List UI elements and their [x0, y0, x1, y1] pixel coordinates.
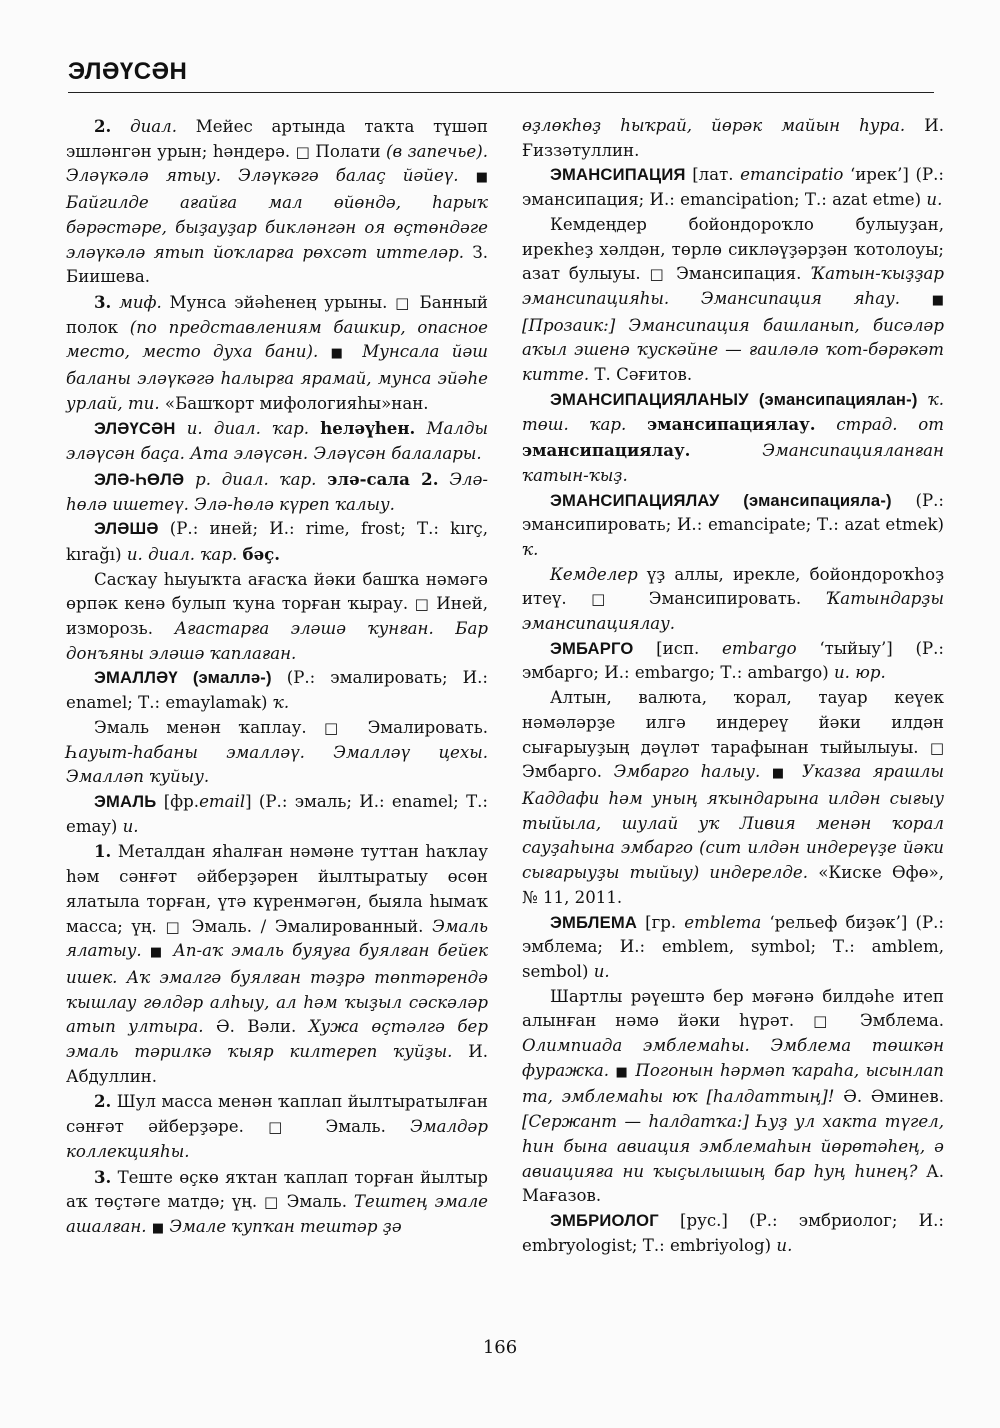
citation-source: Ә. Әминев.	[843, 1087, 944, 1107]
headword: ЭЛӘҮСӘН	[94, 419, 176, 439]
citation: Хужа өҫтәлгә бер эмаль тәрилкә ҡыяр килтереп ҡуйҙы.	[66, 1017, 488, 1062]
grammar-label: и. юр.	[834, 663, 886, 683]
headword-stem: (эмансипациялан-)	[758, 389, 918, 409]
russian-equivalent-marker: □	[929, 738, 944, 757]
equivalents: (Р.: эмансипация; И.: emancipation; Т.: azat etme)	[522, 165, 944, 210]
russian-note: (в запечье).	[386, 141, 488, 161]
citation-marker: ■	[475, 170, 488, 186]
headword: ЭМАЛЬ	[94, 791, 157, 811]
citation-source: И. Абдуллин.	[66, 1042, 488, 1086]
headword: ЭМАНСИПАЦИЯЛАНЫУ	[550, 389, 749, 409]
cross-reference: бәҫ.	[242, 543, 281, 564]
headword: ЭМАНСИПАЦИЯЛАУ	[550, 490, 720, 510]
grammar-label: и.	[776, 1235, 793, 1255]
example: Ҡатындарҙы эмансипациялау.	[522, 589, 944, 634]
sense-2-paragraph	[66, 114, 488, 290]
russian-equivalent: Полати	[315, 141, 381, 161]
entry-emblema-definition	[522, 985, 944, 1209]
russian-equivalent: Иней, изморозь.	[66, 594, 488, 639]
russian-equivalent-marker: □	[324, 718, 351, 737]
russian-equivalent: Эмаль.	[325, 1117, 386, 1137]
grammar-label: р. диал. ҡар.	[195, 469, 317, 489]
headword: ЭЛӘ-ҺӨЛӘ	[94, 469, 185, 489]
example: Эмансипацияланған ҡатын-ҡыҙ.	[522, 441, 944, 485]
citation-marker: ■	[931, 292, 944, 308]
example: Олимпиада эмблемаһы. Эмблема төшкән фуражка.	[522, 1036, 944, 1080]
headword-stem: (эмансипациялa-)	[743, 490, 892, 510]
example: Эләүкәлә ятыу. Эләүкәгә балаҫ йәйеү.	[66, 166, 459, 186]
headword: ЭМАНСИПАЦИЯ	[550, 165, 686, 185]
etymon: emancipatio	[740, 165, 844, 185]
russian-equivalent: Эмбарго.	[522, 762, 603, 782]
headword: ЭМАЛЛӘҮ	[94, 668, 178, 688]
etymon: email	[199, 791, 246, 811]
object-label: Кемделер	[550, 564, 638, 584]
right-column	[522, 114, 944, 1258]
entry-emallau	[66, 666, 488, 715]
citation: Байгилде ағайға мал өйөндә, һарыҡ бәрәстәре, быҙауҙар бикләнгән оя өҫтөндәге эләүкәлә ятып йоҡларға рөхсәт иттеләр.	[66, 193, 488, 262]
definition: Шул масса менән ҡаплап йылтыратылған сәнғәт әйберҙәре.	[66, 1092, 488, 1137]
example: Эмалдәр коллекцияһы.	[66, 1117, 488, 1161]
entry-emancipatsiyalau-definition	[522, 563, 944, 637]
usage-label: миф.	[119, 292, 162, 312]
equivalents: (Р.: эмбриолог; И.: embryologist; Т.: embriyolog)	[522, 1210, 944, 1255]
entry-emal	[66, 790, 488, 839]
russian-equivalent: Эмансипировать.	[648, 589, 802, 609]
russian-equivalent-marker: □	[295, 142, 310, 161]
equivalents: (Р.: эмблема; И.: emblem, symbol; Т.: amblem, sembol)	[522, 912, 944, 981]
russian-note: (по представлениям башкир, опасное место, место духа бани).	[66, 317, 488, 362]
russian-equivalent-marker: □	[268, 1118, 302, 1137]
citation: Мунсала йәш баланы эләүкәгә һалырға ярамай, мунса эйәһе урлай, ти.	[66, 342, 488, 413]
left-column	[66, 114, 488, 1242]
citation-source: Т. Сәғитов.	[594, 365, 693, 385]
grammar-label: үң.	[131, 916, 157, 936]
russian-equivalent: Эмалировать.	[367, 717, 489, 737]
example: Ҡатын-ҡыҙҙар эмансипацияһы. Эмансипация яһау.	[522, 264, 945, 308]
citation-marker: ■	[151, 1220, 165, 1236]
citation-continuation	[522, 114, 944, 163]
russian-equivalent: Эмблема.	[859, 1011, 945, 1031]
sense-number: 2.	[94, 116, 112, 136]
russian-equivalent-marker: □	[264, 1193, 280, 1212]
grammar-label: ҡ. төш. ҡар.	[522, 389, 945, 435]
equivalents: (Р.: эмбарго; И.: embargo; Т.: ambargo)	[522, 638, 944, 683]
example: Һауыт-һабаны эмалләү. Эмалләү цехы. Эмалләп ҡуйыу.	[66, 742, 488, 787]
definition: Сасҡау һыуыҡта ағасҡа йәки башҡа нәмәгә өрпәк кенә булып ҡуна торған ҡырау.	[66, 569, 488, 614]
definition: Кемдеңдер бойондороҡло булыуҙан, ирекһеҙ хәлдән, төрлө сикләүҙәрҙән ҡотолоуы; азат булыуы.	[522, 214, 944, 284]
citation-source: З. Биишева.	[66, 242, 488, 287]
russian-note: страд. от	[836, 415, 945, 435]
russian-equivalent-marker: □	[813, 1012, 841, 1031]
grammar-label: үң.	[231, 1192, 258, 1212]
russian-equivalent-marker: □	[591, 590, 625, 609]
sense-number: 2.	[94, 1091, 112, 1112]
etymology-close: ]	[245, 791, 252, 811]
citation: [Прозаик:] Эмансипация башланып, бисәләр аҡыл эшенә ҡускәйне — ғаиләлә ҡот-бәрәкәт китте.	[522, 315, 944, 385]
etymon: emblema	[684, 912, 762, 932]
entry-ela-hola	[66, 467, 488, 517]
cross-reference: эмансипациялау.	[522, 440, 691, 461]
grammar-label: и.	[926, 190, 943, 210]
entry-embriolog	[522, 1209, 944, 1258]
citation-marker: ■	[149, 945, 166, 961]
headword: ЭЛӘШӘ	[94, 519, 159, 539]
page-number: 166	[482, 1337, 518, 1358]
headword: ЭМБЛЕМА	[550, 912, 638, 932]
definition: Мунса эйәһенең урыны.	[169, 292, 388, 312]
sense-number: 3.	[94, 1166, 112, 1187]
citation-marker: ■	[330, 346, 350, 362]
equivalents: (Р.: эмалировать; И.: enamel; Т.: emaylamak)	[66, 668, 488, 713]
entry-embargo-definition	[522, 686, 944, 910]
etymology: [рус.]	[680, 1210, 728, 1230]
definition: Металдан яһалған нәмәне туттан һаҡлау һәм сәнғәт әйберҙәрен йылтыратыу өсөн ялатыла торған, үтә күренмәгән, быяла һымаҡ масса;	[66, 842, 488, 936]
etymology: [лат.	[692, 165, 734, 185]
citation-source: «Башҡорт мифологияһы»нан.	[164, 393, 429, 413]
russian-equivalent-marker: □	[414, 595, 430, 614]
citation-source: «Киске Өфө», № 11, 2011.	[522, 863, 945, 907]
example: Ағастарға эләшә ҡунған. Бар донъяны эләшә ҡаплаған.	[66, 619, 489, 663]
grammar-label: и. диал. ҡар.	[126, 544, 238, 564]
definition: Мейес артында таҡта түшәп эшләнгән урын; һәндерә.	[66, 117, 488, 161]
citation-marker: ■	[615, 1064, 629, 1080]
russian-equivalent: Банный полок	[66, 292, 488, 337]
citation: Указға ярашлы Каддафи һәм уның яҡындарына илдән сығыу тыйыла, шулай уҡ Ливия менән ҡорал сауҙаһына эмбарго (сит илдән индереүҙе йәки сығарыуҙы тыйыу) индерелде.	[522, 762, 944, 883]
russian-equivalent: Эмансипация.	[676, 264, 802, 284]
definition: Шартлы рәүештә бер мәғәнә билдәһе итеп алынған нәмә йәки һүрәт.	[522, 986, 944, 1031]
header-rule	[68, 92, 934, 93]
etymon: embargo	[722, 638, 797, 658]
citation: [Сержант — һалдатҡа:] Һуҙ ул хакта түгел, һин бына авиация эмблемаһын йөрөтәһең, ә авиацияға ни ҡыҫылышың бар һуң һинең?	[522, 1112, 944, 1181]
entry-emancipatsiya	[522, 163, 944, 212]
entry-elasha-definition	[66, 568, 488, 667]
russian-equivalent-marker: □	[395, 293, 412, 312]
entry-emancipatsiyalanyu	[522, 388, 944, 489]
citation: өҙлөкһөҙ һыҡрай, йөрәк майын һура.	[522, 116, 906, 135]
citation-source: А. Мағазов.	[522, 1161, 944, 1206]
etymon-gloss: ‘тыйыу’]	[819, 638, 893, 658]
entry-elausan	[66, 416, 488, 466]
russian-equivalent-marker: □	[649, 265, 668, 284]
etymology: [фр.	[163, 791, 200, 811]
cross-reference: эмансипациялау.	[647, 414, 816, 435]
headword: ЭМБРИОЛОГ	[550, 1210, 659, 1230]
sense-3-paragraph	[66, 290, 488, 417]
usage-label: диал.	[130, 117, 178, 136]
entry-emal-sense-1	[66, 839, 488, 1089]
example: Элә-һөлә ишетеү. Элә-һөлә күреп ҡалыу.	[66, 469, 489, 514]
russian-equivalent: Эмаль.	[286, 1192, 347, 1212]
example: Малды эләүсән баҫа. Ата эләүсән. Эләүсән балалары.	[66, 419, 489, 464]
example: Эмбарго һалыу.	[613, 762, 761, 782]
citation-source: Ә. Вәли.	[216, 1017, 297, 1037]
definition: Алтын, валюта, ҡорал, тауар кеүек нәмәләрҙе илгә индереү йәки илдән сығарыуҙың дәүләт тарафынан тыйылыуы.	[522, 688, 944, 757]
etymon-gloss: ‘рельеф биҙәк’]	[769, 912, 908, 932]
citation: Ап-аҡ эмаль буяуға буялған бейек ишек. Аҡ эмалгә буялған тәҙрә төптәрендә ҡышлау гөлдәр алһыу, ал һәм ҡыҙыл сәскәләр атып ултыра.	[66, 941, 489, 1037]
entry-emallau-definition	[66, 716, 488, 790]
entry-emal-sense-2	[66, 1089, 488, 1164]
headword-stem: (эмаллә-)	[192, 668, 272, 688]
example: Тештең эмале ашалған.	[66, 1192, 488, 1236]
grammar-label: ҡ.	[522, 539, 539, 559]
definition: Теште өҫкө яҡтан ҡаплап торған йылтыр аҡ төҫтәге матдә;	[66, 1167, 489, 1212]
definition: Эмаль менән ҡаплау.	[94, 717, 307, 737]
definition: үҙ аллы, ирекле, бойондороҡһоҙ итеү.	[522, 564, 944, 609]
etymon-gloss: ‘ирек’]	[849, 165, 909, 185]
russian-equivalent: Эмаль. / Эмалированный.	[191, 916, 424, 936]
entry-embargo	[522, 637, 944, 686]
citation-source: И. Ғиззәтуллин.	[522, 116, 944, 160]
sense-number: 1.	[94, 841, 112, 862]
grammar-label: ҡ.	[272, 693, 290, 713]
russian-equivalent-marker: □	[165, 917, 183, 936]
entry-emancipatsiya-definition	[522, 213, 944, 388]
grammar-label: и.	[593, 961, 610, 981]
equivalents: (Р.: иней; И.: rime, frost; Т.: kırç, kırağı)	[66, 519, 488, 564]
entry-emal-sense-3	[66, 1165, 488, 1242]
entry-emblema	[522, 911, 944, 985]
citation-marker: ■	[771, 766, 791, 782]
entry-emancipatsiyalau	[522, 489, 944, 563]
etymology: [исп.	[656, 638, 700, 658]
citation: Погонын һәрмәп ҡараһа, ысынлап та, эмблемаһы юҡ [һалдаттың]!	[522, 1060, 944, 1107]
cross-reference: һеләүһен.	[320, 418, 416, 439]
example: Эмаль ялатыу.	[66, 916, 489, 961]
grammar-label: и.	[122, 816, 139, 836]
cross-reference: элә-сала 2.	[327, 468, 439, 489]
equivalents: (Р.: эмансипировать; И.: emancipate; Т.: azat etmek)	[522, 490, 945, 535]
headword: ЭМБАРГО	[550, 638, 634, 658]
citation: Эмале ҡупҡан тештәр ҙә	[169, 1216, 402, 1236]
etymology: [гр.	[645, 912, 677, 932]
grammar-label: и. диал. ҡар.	[186, 419, 309, 439]
equivalents: (Р.: эмаль; И.: enamel; Т.: emay)	[66, 791, 489, 836]
running-head: ЭЛӘҮСӘН	[68, 58, 188, 85]
sense-number: 3.	[94, 291, 112, 312]
entry-elasha	[66, 517, 488, 567]
